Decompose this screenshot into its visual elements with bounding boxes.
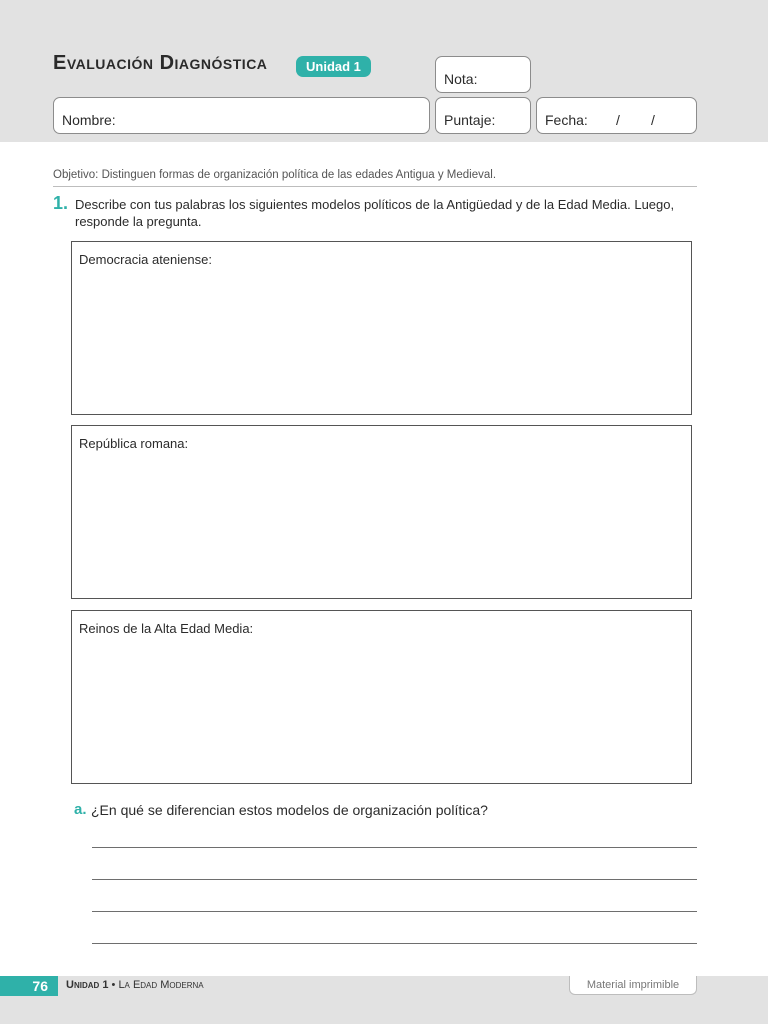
answer-line[interactable]: [92, 879, 697, 880]
fecha-separator-2: /: [651, 112, 655, 128]
footer-unit: Unidad 1: [66, 979, 109, 991]
unit-badge: Unidad 1: [296, 56, 371, 77]
footer-chapter: La Edad Moderna: [118, 979, 204, 991]
question-text: Describe con tus palabras los siguientes modelos políticos de la Antigüedad y de la Edad Media. Luego, responde la pregunta.: [75, 197, 675, 229]
answer-box-republica[interactable]: [71, 425, 692, 599]
fecha-label: Fecha:: [545, 112, 588, 128]
answer-box-label: Reinos de la Alta Edad Media:: [79, 621, 254, 636]
answer-box-label: República romana:: [79, 436, 189, 451]
page-number: 76: [0, 976, 58, 996]
puntaje-field[interactable]: [435, 97, 531, 134]
answer-box-label: Democracia ateniense:: [79, 252, 212, 267]
answer-line[interactable]: [92, 943, 697, 944]
subquestion-text: ¿En qué se diferencian estos modelos de organización política?: [91, 802, 488, 818]
nota-field[interactable]: [435, 56, 531, 93]
footer-separator: •: [111, 979, 116, 991]
answer-line[interactable]: [92, 911, 697, 912]
fecha-separator-1: /: [616, 112, 620, 128]
nota-label: Nota:: [444, 71, 478, 87]
answer-box-reinos[interactable]: [71, 610, 692, 784]
nombre-label: Nombre:: [62, 112, 116, 128]
answer-box-democracia[interactable]: [71, 241, 692, 415]
fecha-field[interactable]: [536, 97, 697, 134]
page-title: Evaluación Diagnóstica: [53, 52, 268, 74]
puntaje-label: Puntaje:: [444, 112, 496, 128]
objective-text: Objetivo: Distinguen formas de organización política de las edades Antigua y Medieval.: [53, 169, 697, 187]
subquestion-letter: a.: [74, 801, 87, 818]
question-number: 1.: [53, 193, 69, 213]
answer-line[interactable]: [92, 847, 697, 848]
printable-material-tab: Material imprimible: [569, 976, 697, 995]
footer-unit-info: [66, 979, 204, 991]
nombre-field[interactable]: [53, 97, 430, 134]
